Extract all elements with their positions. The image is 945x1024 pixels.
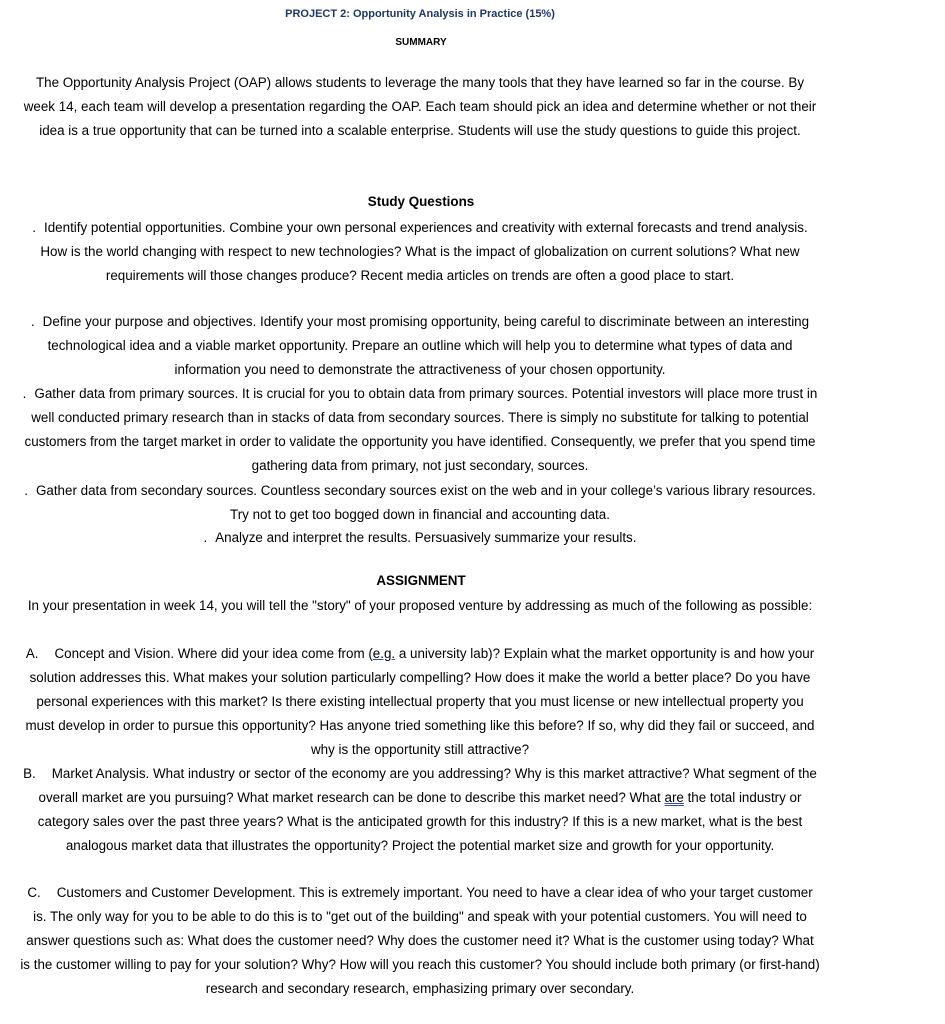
section-letter: B. <box>23 766 36 781</box>
study-questions-heading: Study Questions <box>367 194 475 209</box>
study-item-5 <box>20 526 820 550</box>
section-text-before: Customers and Customer Development. This is extremely important. You need to have a clear idea of who your target customer is. The only way for you to be able to do this is to "get out of the building" and speak with your potential customers. You will need to answer questions such as: What does the customer need? Why does the customer need it? What is the customer using today? What is the customer willing to pay for your solution? Why? How will you reach this customer? You should include both primary (or first-hand) research and secondary research, emphasizing primary over secondary. <box>20 885 820 996</box>
assignment-section-c <box>20 881 820 1001</box>
section-text-before: Market Analysis. What industry or sector of the economy are you addressing? Why is this market attractive? What segment of the overall market are you pursuing? What market research can be done to describe this market need? What <box>38 766 817 805</box>
study-item-text: Gather data from primary sources. It is crucial for you to obtain data from primary sources. Potential investors will place more trust in well conducted primary research than in stacks of data from secondary sources. There is simply no substitute for talking to potential customers from the target market in order to validate the opportunity you have identified. Consequently, we prefer that you spend time gathering data from primary, not just secondary, sources. <box>24 386 818 473</box>
assignment-section-a <box>20 642 820 762</box>
section-text-before: Concept and Vision. Where did your idea come from ( <box>54 646 373 661</box>
section-underlined-text: are <box>664 790 684 805</box>
assignment-intro: In your presentation in week 14, you will tell the "story" of your proposed venture by addressing as much of the following as possible: <box>27 598 813 613</box>
section-text-after: the total industry or category sales over the past three years? What is the anticipated growth for this industry? If this is a new market, what is the best analogous market data that illustrates the opportunity? Project the potential market size and growth for your opportunity. <box>37 790 803 853</box>
study-item-3 <box>20 382 820 478</box>
bullet-marker: . <box>30 314 35 329</box>
study-item-text: Identify potential opportunities. Combine your own personal experiences and creativity with external forecasts and trend analysis. How is the world changing with respect to new technologies? What is the impact of globalization on current solutions? What new requirements will those changes produce? Recent media articles on trends are often a good place to start. <box>40 220 808 283</box>
summary-heading: SUMMARY <box>395 37 447 48</box>
summary-paragraph: The Opportunity Analysis Project (OAP) allows students to leverage the many tools that they have learned so far in the course. By week 14, each team will develop a presentation regarding the OAP. Each team should pick an idea and determine whether or not their idea is a true opportunity that can be turned into a scalable enterprise. Students will use the study questions to guide this project. <box>23 75 817 138</box>
bullet-marker: . <box>32 220 37 235</box>
section-text-after: a university lab)? Explain what the market opportunity is and how your solution addresses this. What makes your solution particularly compelling? How does it make the world a better place? Do you have personal experiences with this market? Is there existing intellectual property that you must license or new intellectual property you must develop in order to pursue this opportunity? Has anyone tried something like this before? If so, why did they fail or succeed, and why is the opportunity still attractive? <box>25 646 815 757</box>
section-letter: C. <box>27 885 41 900</box>
document-title: PROJECT 2: Opportunity Analysis in Practice (15%) <box>285 8 555 20</box>
study-item-text: Analyze and interpret the results. Persuasively summarize your results. <box>215 530 637 545</box>
assignment-heading: ASSIGNMENT <box>376 573 466 588</box>
study-item-4 <box>20 479 820 527</box>
study-item-text: Gather data from secondary sources. Countless secondary sources exist on the web and in your college’s various library resources. Try not to get too bogged down in financial and accounting data. <box>35 483 816 522</box>
section-underlined-text: e.g. <box>372 646 396 661</box>
bullet-marker: . <box>24 483 28 498</box>
section-letter: A. <box>25 646 39 661</box>
study-item-1 <box>20 216 820 288</box>
study-item-2 <box>20 310 820 382</box>
study-item-text: Define your purpose and objectives. Identify your most promising opportunity, being careful to discriminate between an interesting technological idea and a viable market opportunity. Prepare an outline which will help you to determine what types of data and information you need to demonstrate the attractiveness of your chosen opportunity. <box>42 314 810 377</box>
bullet-marker: . <box>22 386 27 401</box>
bullet-marker: . <box>203 530 208 545</box>
assignment-section-b <box>20 762 820 858</box>
